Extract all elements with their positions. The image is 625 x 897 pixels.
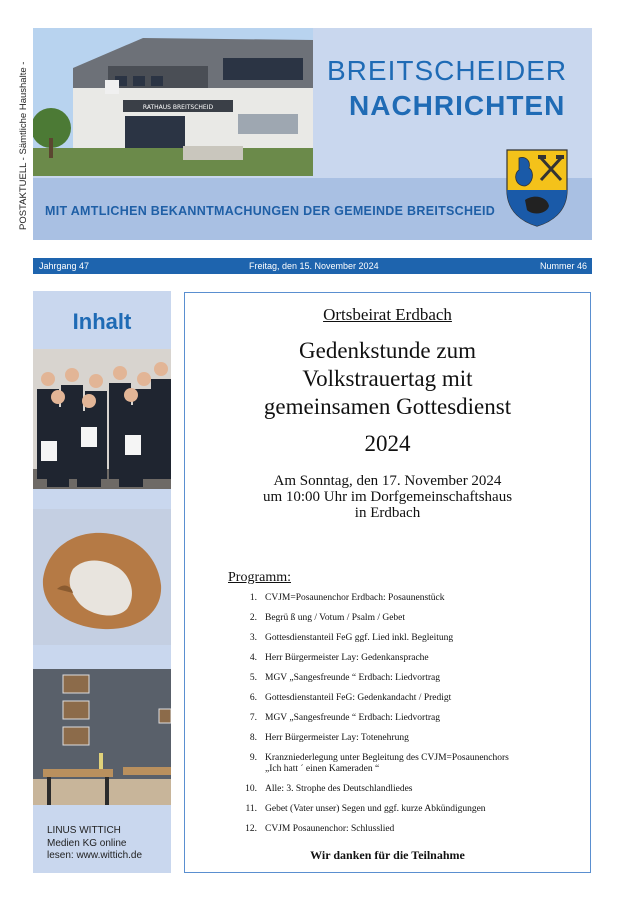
publisher-name: LINUS WITTICH [47, 825, 121, 836]
distribution-note: POSTAKTUELL - Sämtliche Haushalte - [18, 61, 29, 230]
mineral-photo[interactable] [33, 509, 171, 645]
list-item: 10. Alle: 3. Strophe des Deutschlandliedes [245, 784, 413, 794]
article-year: 2024 [364, 431, 411, 456]
list-item: 2. Begrü ß ung / Votum / Psalm / Gebet [249, 613, 406, 623]
issue-info-bar [33, 258, 592, 274]
contents-sidebar [33, 291, 171, 873]
publisher-website[interactable]: lesen: www.wittich.de [47, 850, 143, 861]
issue-number: Nummer 46 [539, 261, 587, 271]
publisher-info [47, 825, 142, 863]
coat-of-arms-icon [503, 146, 571, 228]
building-sign: RATHAUS BREITSCHEID [142, 104, 214, 111]
publisher-line: Medien KG online [47, 837, 127, 849]
subtitle: MIT AMTLICHEN BEKANNTMACHUNGEN DER GEMEINDE BREITSCHEID [45, 204, 496, 218]
paper-title-line2: NACHRICHTEN [349, 90, 566, 121]
closing-thanks: Wir danken für die Teilnahme [310, 848, 465, 862]
firefighters-photo[interactable] [33, 349, 171, 489]
issue-date: Freitag, den 15. November 2024 [249, 261, 379, 271]
list-item: 7. MGV „Sangesfreunde “ Erdbach: Liedvortrag [249, 713, 440, 723]
list-item: 3. Gottesdienstanteil FeG ggf. Lied inkl. Begleitung [249, 633, 454, 643]
list-item: 5. MGV „Sangesfreunde “ Erdbach: Liedvortrag [249, 673, 440, 683]
list-item: 11. Gebet (Vater unser) Segen und ggf. kurze Abkündigungen [245, 804, 486, 814]
list-item: 1. CVJM=Posaunenchor Erdbach: Posaunenstück [249, 593, 445, 603]
town-hall-photo [33, 28, 313, 176]
article-kicker: Ortsbeirat Erdbach [323, 305, 452, 324]
program-list [231, 593, 571, 844]
cafe-interior-photo[interactable] [33, 669, 171, 805]
masthead [33, 28, 592, 240]
announcement-article [184, 292, 591, 873]
program-title: Programm: [228, 570, 291, 585]
list-item: 4. Herr Bürgermeister Lay: Gedenkansprache [249, 653, 429, 663]
list-item: 8. Herr Bürgermeister Lay: Totenehrung [249, 733, 409, 743]
contents-heading: Inhalt [72, 309, 132, 334]
list-item: 6. Gottesdienstanteil FeG: Gedenkandacht / Predigt [249, 693, 452, 703]
article-headline: Gedenkstunde zum Volkstrauertag mit gemeinsamen Gottesdienst [263, 338, 512, 419]
event-time-place: Am Sonntag, den 17. November 2024 um 10:00 Uhr im Dorfgemeinschaftshaus in Erdbach [262, 473, 513, 521]
volume-number: Jahrgang 47 [39, 261, 90, 271]
list-item: 12. CVJM Posaunenchor: Schlusslied [245, 824, 395, 834]
list-item: 9. Kranzniederlegung unter Begleitung des CVJM=Posaunenchors „Ich hatt ´ einen Kameraden “ [249, 753, 509, 774]
paper-title-line1: BREITSCHEIDER [327, 55, 568, 86]
